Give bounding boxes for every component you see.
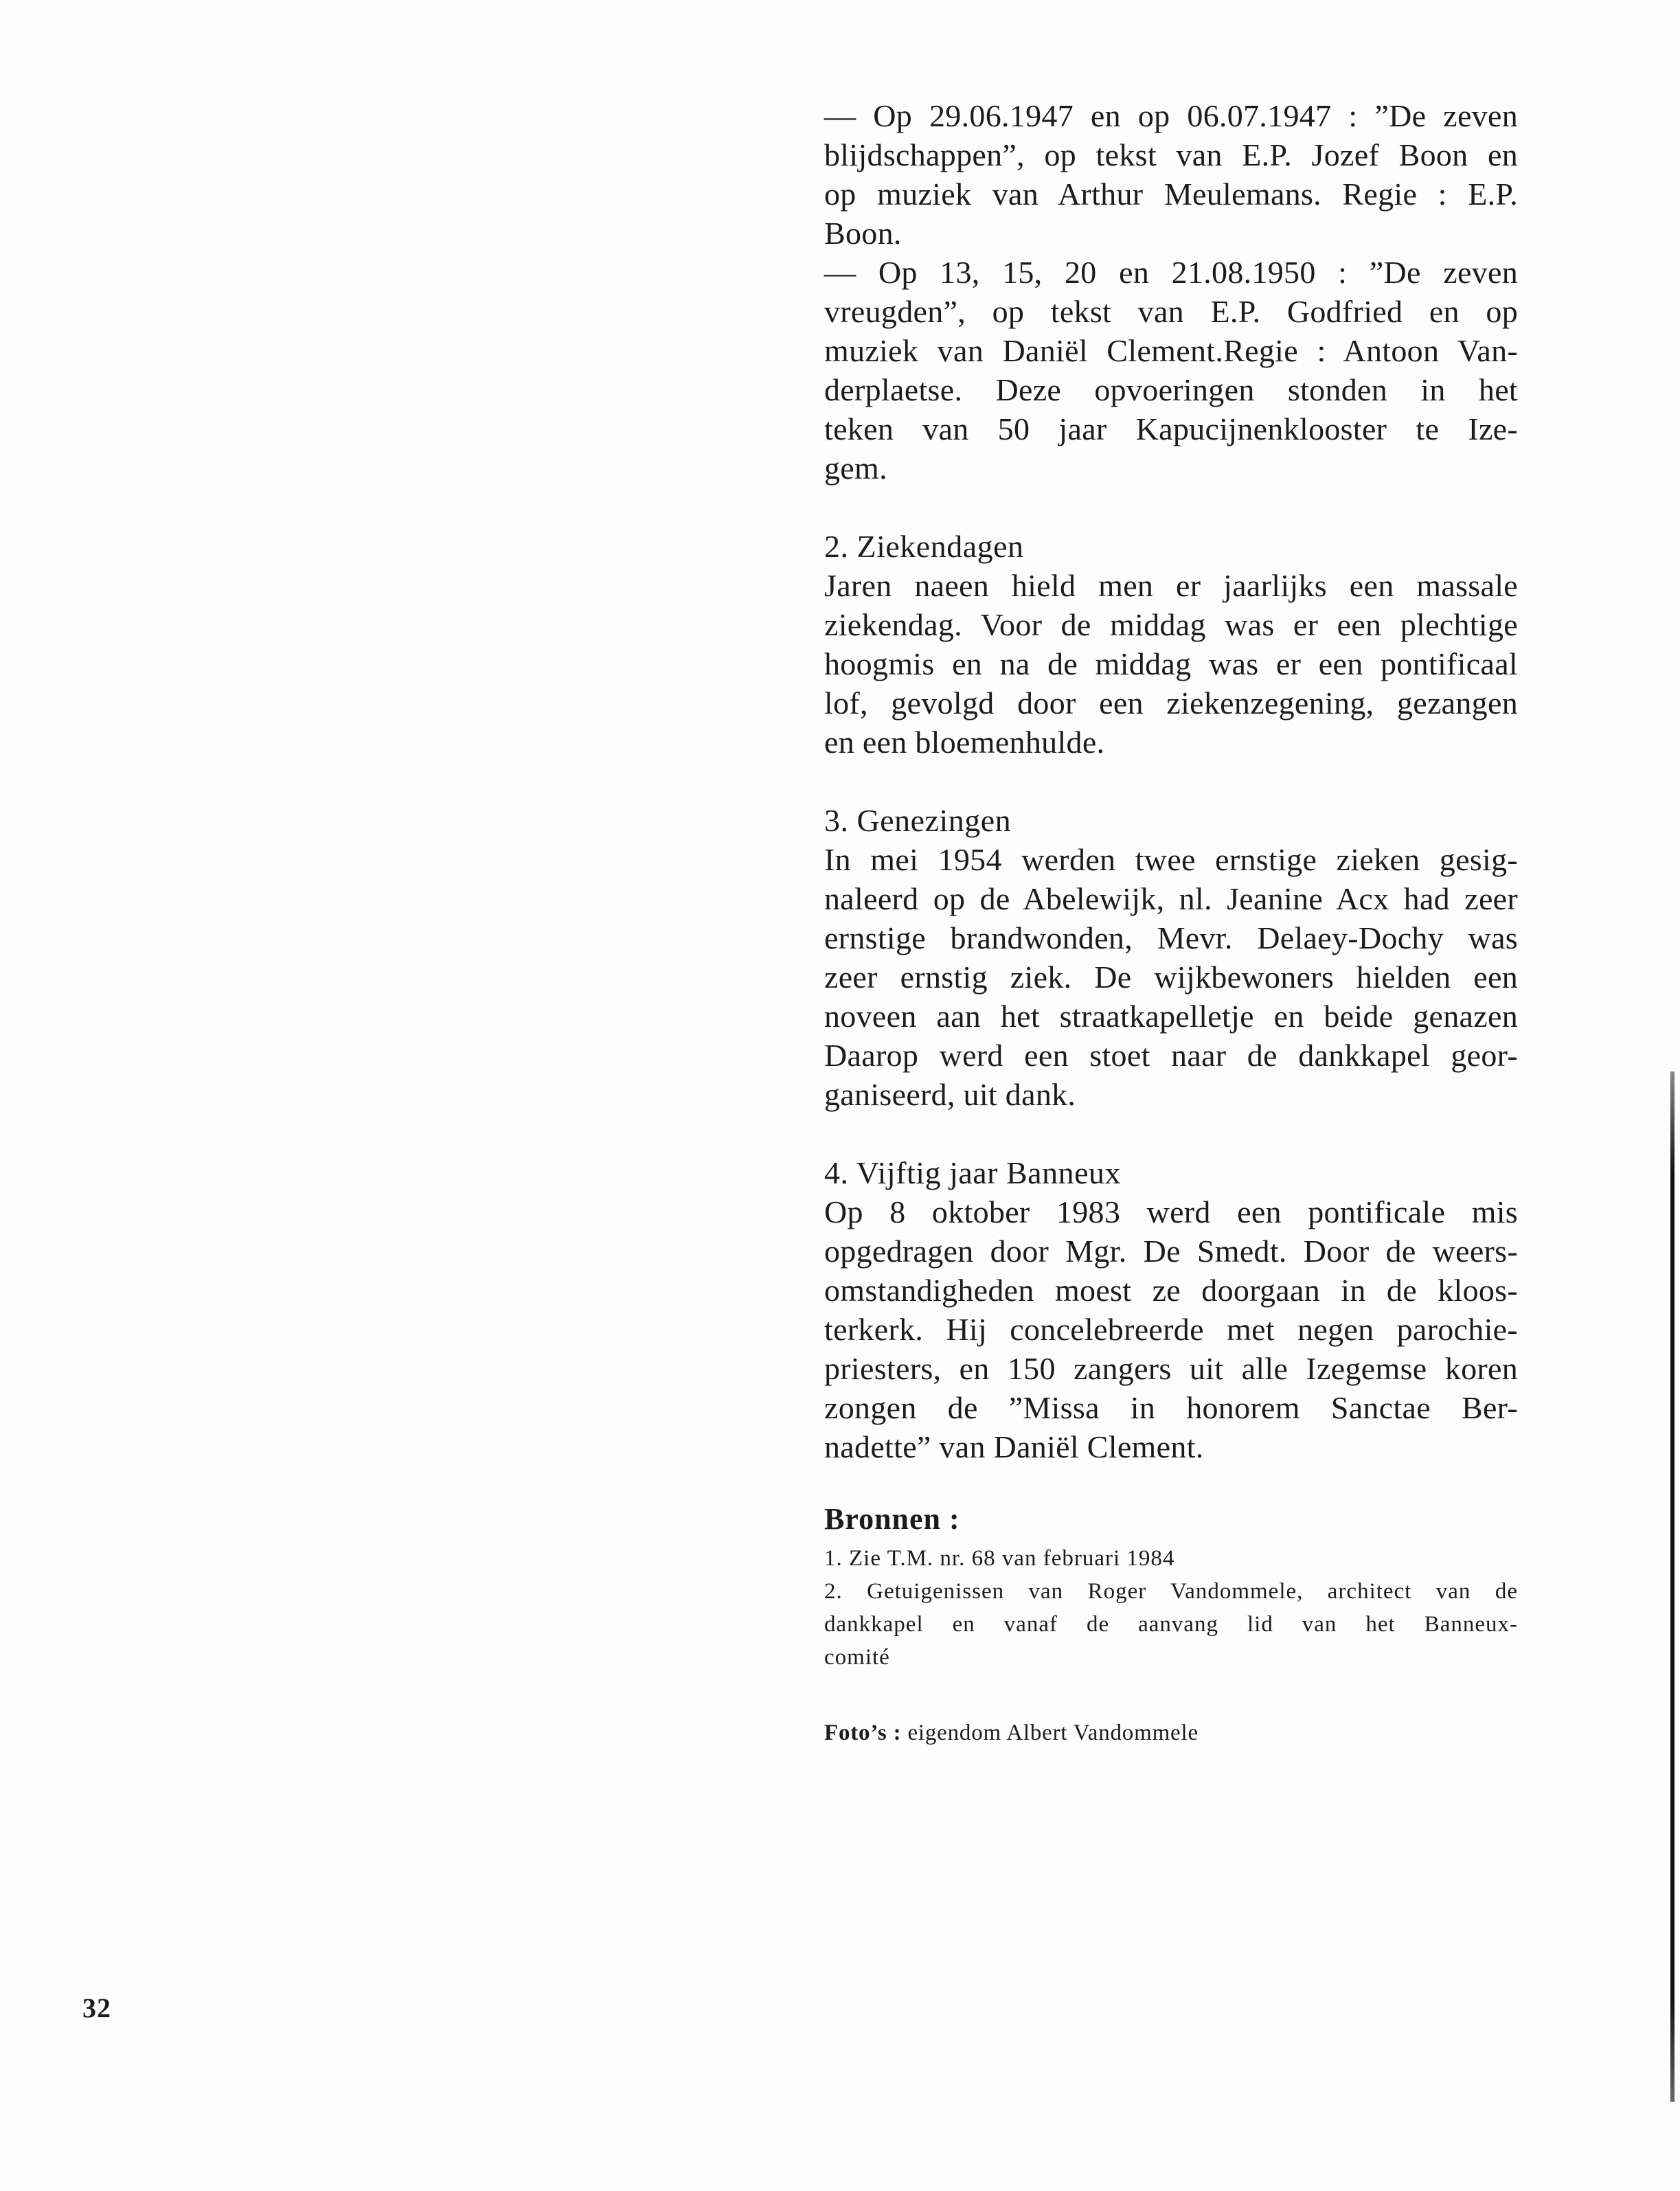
source-item: dankkapel en vanaf de aanvang lid van het Banneux- [824, 1612, 1518, 1637]
text-line: Boon. [824, 216, 902, 251]
text-line: zeer ernstig ziek. De wijkbewoners hielden een [824, 960, 1518, 995]
photo-credit-label: Foto’s : [824, 1721, 902, 1745]
text-line: zongen de ”Missa in honorem Sanctae Ber- [824, 1390, 1518, 1425]
sources-title: Bronnen : [824, 1502, 960, 1536]
text-line: lof, gevolgd door een ziekenzegening, gezangen [824, 685, 1518, 720]
section-banneux [824, 1153, 1518, 1466]
source-item: 2. Getuigenissen van Roger Vandommele, architect van de [824, 1579, 1518, 1604]
section-heading: 2. Ziekendagen [824, 529, 1024, 564]
text-line: hoogmis en na de middag was er een pontificaal [824, 646, 1518, 681]
intro-paragraph [824, 96, 1518, 488]
photo-credit [824, 1718, 1518, 1748]
text-line: teken van 50 jaar Kapucijnenklooster te Ize- [824, 411, 1518, 446]
text-line: — Op 13, 15, 20 en 21.08.1950 : ”De zeven [824, 255, 1518, 290]
text-line: naleerd op de Abelewijk, nl. Jeanine Acx had zeer [824, 881, 1518, 916]
page-edge-shadow [1670, 1071, 1675, 2102]
source-item: comité [824, 1645, 890, 1670]
photo-credit-text: eigendom Albert Vandommele [901, 1721, 1199, 1745]
text-line: op muziek van Arthur Meulemans. Regie : E.P. [824, 177, 1518, 212]
source-item: 1. Zie T.M. nr. 68 van februari 1984 [824, 1546, 1175, 1571]
text-line: ernstige brandwonden, Mevr. Delaey-Dochy was [824, 920, 1518, 955]
text-line: muziek van Daniël Clement.Regie : Antoon Van- [824, 333, 1518, 368]
text-line: en een bloemenhulde. [824, 725, 1105, 760]
section-ziekendagen [824, 527, 1518, 762]
text-line: gem. [824, 451, 887, 486]
text-line: — Op 29.06.1947 en op 06.07.1947 : ”De zeven [824, 98, 1518, 133]
text-line: priesters, en 150 zangers uit alle Izegemse koren [824, 1351, 1518, 1386]
text-line: ganiseerd, uit dank. [824, 1077, 1076, 1112]
text-line: opgedragen door Mgr. De Smedt. Door de weers- [824, 1234, 1518, 1269]
text-line: nadette” van Daniël Clement. [824, 1429, 1204, 1464]
text-line: ziekendag. Voor de middag was er een plechtige [824, 607, 1518, 642]
text-line: Op 8 oktober 1983 werd een pontificale mis [824, 1194, 1518, 1229]
text-line: vreugden”, op tekst van E.P. Godfried en op [824, 294, 1518, 329]
text-line: terkerk. Hij concelebreerde met negen parochie- [824, 1312, 1518, 1347]
page-number: 32 [82, 1993, 111, 2023]
section-heading: 3. Genezingen [824, 803, 1012, 838]
text-line: Jaren naeen hield men er jaarlijks een massale [824, 568, 1518, 603]
text-line: derplaetse. Deze opvoeringen stonden in het [824, 372, 1518, 407]
text-column [824, 96, 1518, 1748]
text-line: blijdschappen”, op tekst van E.P. Jozef Boon en [824, 137, 1518, 172]
text-line: Daarop werd een stoet naar de dankkapel geor- [824, 1038, 1518, 1073]
text-line: omstandigheden moest ze doorgaan in de kloos- [824, 1273, 1518, 1308]
section-genezingen [824, 801, 1518, 1114]
section-body [824, 566, 1518, 762]
sources-block [824, 1501, 1518, 1674]
section-body [824, 840, 1518, 1114]
text-line: In mei 1954 werden twee ernstige zieken gesig- [824, 842, 1518, 877]
section-body [824, 1192, 1518, 1466]
section-heading: 4. Vijftig jaar Banneux [824, 1155, 1122, 1190]
text-line: noveen aan het straatkapelletje en beide genazen [824, 999, 1518, 1034]
